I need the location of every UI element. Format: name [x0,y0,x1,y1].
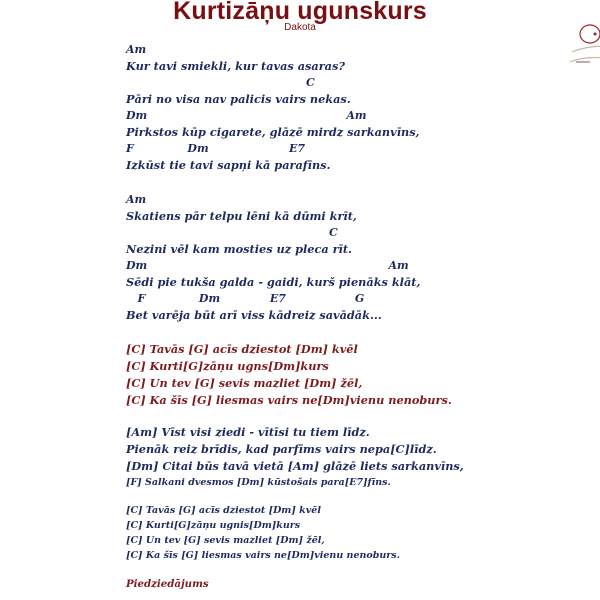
chord-line: F Dm E7 [126,142,306,155]
artist-name: Dakota [284,22,316,33]
chord-line: C [126,76,315,89]
chord-line: C [126,226,338,239]
chorus-line: [C] Kurti[G]zāņu ugnis[Dm]kurs [126,520,301,531]
chorus-line: [C] Un tev [G] sevis mazliet [Dm] žēl, [126,535,325,546]
chorus-line: [C] Ka šīs [G] liesmas vairs ne[Dm]vienu nenoburs. [126,393,452,407]
decorative-logo-icon [568,22,600,72]
verse-line: [Am] Vīst visi ziedi - vītīsi tu tiem līdz. [126,425,370,439]
lyric-line: Bet varēja būt arī viss kādreiz savādāk... [126,308,382,322]
chorus-line: [C] Un tev [G] sevis mazliet [Dm] žēl, [126,376,363,390]
chord-line: Dm Am [126,109,367,122]
lyric-line: Pirkstos kūp cigarete, glāzē mirdz sarkanvīns, [126,125,420,139]
verse-line: [Dm] Citai būs tavā vietā [Am] glāzē liets sarkanvīns, [126,459,464,473]
lyric-line: Kur tavi smiekli, kur tavas asaras? [126,59,345,73]
chorus-line: [C] Tavās [G] acīs dziestot [Dm] kvēl [126,505,321,516]
chord-line: F Dm E7 G [126,292,365,305]
lyric-line: Skatiens pār telpu lēni kā dūmi krīt, [126,209,357,223]
chorus-line: [C] Kurti[G]zāņu ugns[Dm]kurs [126,359,329,373]
chorus-line: [C] Tavās [G] acīs dziestot [Dm] kvēl [126,342,358,356]
chord-line: Dm Am [126,259,409,272]
lyric-line: Izkūst tie tavi sapņi kā parafīns. [126,158,331,172]
lyric-line: Pāri no visa nav palicis vairs nekas. [126,92,351,106]
verse-line: Pienāk reiz brīdis, kad parfīms vairs nepa[C]līdz. [126,442,437,456]
chord-line: Am [126,43,147,56]
lyric-line: Nezini vēl kam mosties uz pleca rīt. [126,242,352,256]
section-label: Piedziedājums [126,578,209,590]
song-title: Kurtizāņu ugunskurs [173,0,427,25]
chorus-line: [C] Ka šīs [G] liesmas vairs ne[Dm]vienu nenoburs. [126,550,400,561]
verse-line: [F] Salkani dvesmos [Dm] kūstošais para[E7]fīns. [126,477,391,488]
lyric-line: Sēdi pie tukša galda - gaidi, kurš pienāks klāt, [126,275,421,289]
chord-line: Am [126,193,147,206]
